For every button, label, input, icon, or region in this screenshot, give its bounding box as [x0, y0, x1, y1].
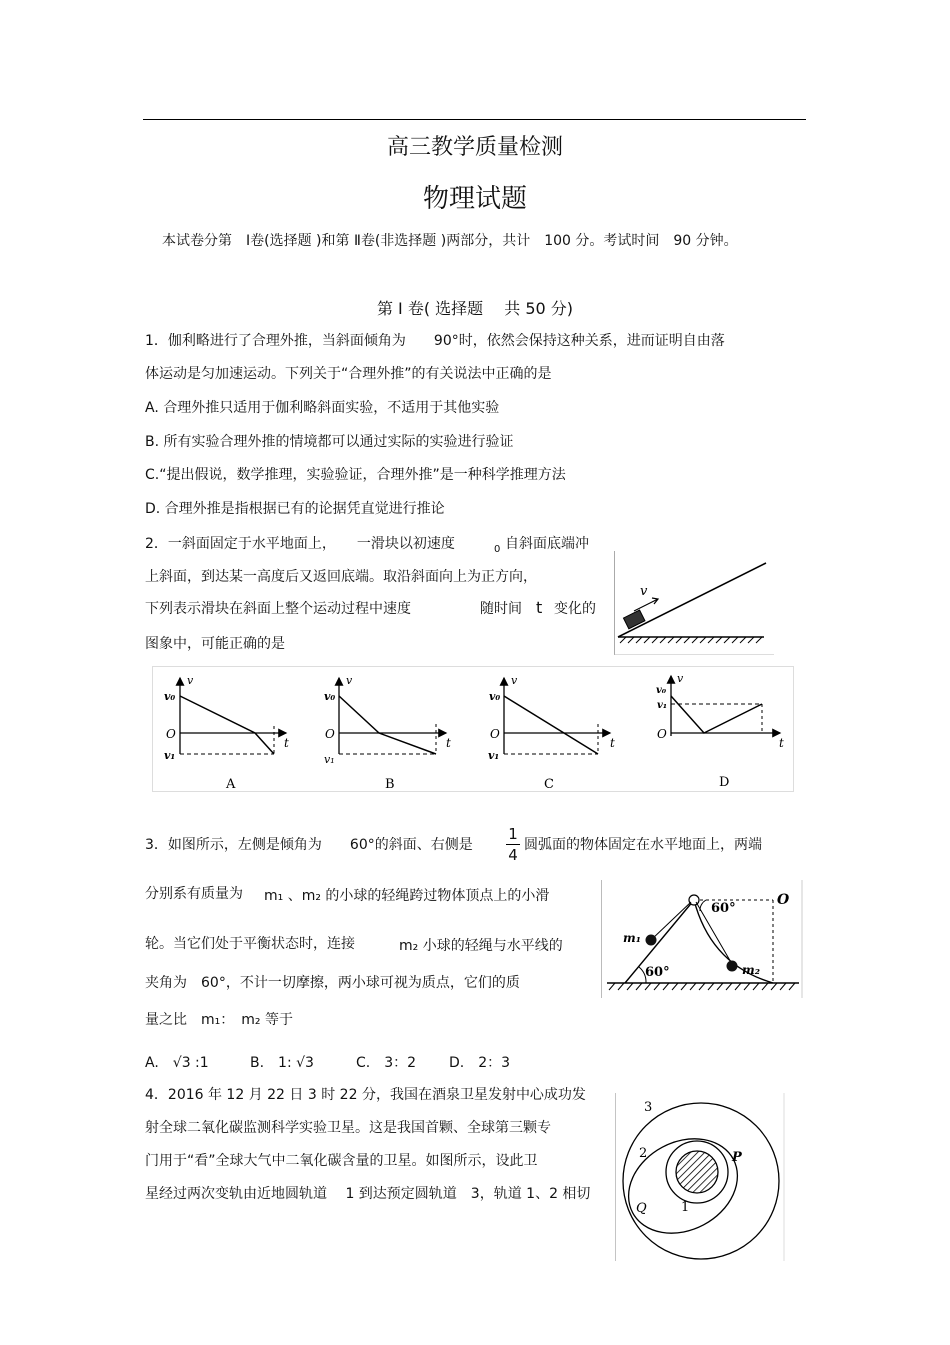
velocity-label: v — [640, 584, 648, 599]
graph-c — [488, 674, 615, 792]
exam-title: 高三教学质量检测 — [386, 135, 563, 160]
point-o-label: O — [777, 892, 790, 908]
q3-option-c: C. 3：2 — [356, 1055, 417, 1071]
q1-option-a: A. 合理外推只适用于伽利略斜面实验，不适用于其他实验 — [145, 400, 500, 416]
m2-label: m₂ — [742, 963, 760, 977]
q2-stem-line4: 图象中，可能正确的是 — [145, 636, 285, 652]
svg-text:v₀: v₀ — [656, 685, 667, 696]
m1-label: m₁ — [623, 931, 641, 945]
q3-option-a: A. √3 :1 — [145, 1055, 209, 1071]
svg-text:t: t — [779, 736, 784, 750]
header-rule — [143, 119, 806, 120]
vt-graphs — [152, 666, 794, 792]
q2-stem-line2: 上斜面，到达某一高度后又返回底端。取沿斜面向上为正方向， — [145, 569, 537, 585]
svg-text:t: t — [284, 736, 289, 750]
q3-stem-line4: 夹角为 60°，不计一切摩擦，两小球可视为质点，它们的质 — [145, 975, 520, 991]
q3-stem-line2a: 分别系有质量为 — [145, 886, 243, 902]
q2-stem-line3b: 随时间 — [480, 601, 522, 617]
svg-text:P: P — [732, 1150, 742, 1165]
svg-text:O: O — [490, 727, 500, 741]
q2-stem-line3d: 变化的 — [554, 601, 596, 617]
svg-text:O: O — [166, 727, 176, 741]
exam-intro: 本试卷分第 Ⅰ卷(选择题 )和第 Ⅱ卷(非选择题 )两部分，共计 100 分。考试时间 90 分钟。 — [162, 233, 738, 249]
section-heading: 第 Ⅰ 卷( 选择题 共 50 分) — [376, 299, 574, 318]
q1-stem-line1: 1．伽利略进行了合理外推，当斜面倾角为 90°时，依然会保持这种关系，进而证明自由落 — [145, 333, 725, 349]
pulley-figure — [601, 880, 803, 998]
svg-text:1: 1 — [681, 1200, 690, 1215]
svg-text:v₁: v₁ — [164, 749, 176, 762]
q3-option-d: D. 2：3 — [449, 1055, 511, 1071]
svg-text:C: C — [544, 777, 554, 792]
svg-text:t: t — [446, 736, 451, 750]
svg-text:D: D — [719, 775, 730, 790]
q3-stem-line5: 量之比 m₁： m₂ 等于 — [145, 1012, 293, 1028]
orbit-figure — [615, 1093, 785, 1261]
q1-option-b: B. 所有实验合理外推的情境都可以通过实际的实验进行验证 — [145, 434, 514, 450]
svg-text:2: 2 — [639, 1146, 648, 1161]
q3-stem-line1b: 圆弧面的物体固定在水平地面上，两端 — [524, 837, 762, 853]
q1-option-c: C.“提出假说，数学推理，实验验证，合理外推”是一种科学推理方法 — [145, 467, 566, 483]
q4-stem-line3: 门用于“看”全球大气中二氧化碳含量的卫星。如图所示，设此卫 — [145, 1153, 538, 1169]
svg-text:O: O — [325, 727, 335, 741]
angle-top-label: 60° — [711, 901, 736, 916]
svg-text:v: v — [346, 674, 353, 687]
svg-text:v: v — [187, 674, 194, 687]
graph-d — [656, 672, 784, 790]
q2-subscript: 0 — [494, 544, 501, 555]
svg-text:Q: Q — [636, 1201, 647, 1216]
svg-text:v₀: v₀ — [324, 690, 336, 703]
svg-text:v: v — [511, 674, 518, 687]
angle-bottom-label: 60° — [645, 965, 670, 980]
q1-option-d: D. 合理外推是指根据已有的论据凭直觉进行推论 — [145, 501, 445, 517]
svg-text:v₁: v₁ — [657, 700, 668, 711]
q3-stem-line3a: 轮。当它们处于平衡状态时，连接 — [145, 936, 355, 952]
ball-m1 — [646, 935, 657, 946]
q3-stem-line3b: m₂ 小球的轻绳与水平线的 — [399, 938, 563, 954]
svg-text:v₀: v₀ — [489, 690, 501, 703]
graph-a — [164, 674, 289, 792]
q4-stem-line2: 射全球二氧化碳监测科学实验卫星。这是我国首颗、全球第三颗专 — [145, 1120, 551, 1136]
q3-option-b: B. 1: √3 — [250, 1055, 314, 1071]
svg-text:v₁: v₁ — [324, 753, 335, 766]
q1-stem-line2: 体运动是匀加速运动。下列关于“合理外推”的有关说法中正确的是 — [145, 366, 552, 382]
svg-text:v₁: v₁ — [488, 749, 500, 762]
fraction-denominator: 4 — [508, 846, 518, 864]
subject-title: 物理试题 — [422, 184, 527, 214]
q4-stem-line4: 星经过两次变轨由近地圆轨道 1 到达预定圆轨道 3，轨道 1、2 相切 — [145, 1186, 591, 1202]
q4-stem-line1: 4．2016 年 12 月 22 日 3 时 22 分，我国在酒泉卫星发射中心成功发 — [145, 1087, 586, 1103]
svg-text:3: 3 — [644, 1100, 653, 1115]
svg-text:t: t — [610, 736, 615, 750]
q3-stem-line2b: m₁ 、m₂ 的小球的轻绳跨过物体顶点上的小滑 — [264, 888, 550, 904]
fraction-numerator: 1 — [508, 825, 518, 843]
q3-stem-line1a: 3．如图所示，左侧是倾角为 60°的斜面、右侧是 — [145, 837, 473, 853]
svg-text:A: A — [226, 777, 236, 792]
q2-stem-line3c: t — [536, 598, 543, 617]
incline-figure — [614, 551, 774, 655]
q2-stem-line1: 2．一斜面固定于水平地面上， 一滑块以初速度 — [145, 536, 455, 552]
svg-text:O: O — [657, 727, 667, 741]
ball-m2 — [727, 961, 738, 972]
q2-stem-line3a: 下列表示滑块在斜面上整个运动过程中速度 — [145, 601, 411, 617]
svg-text:B: B — [385, 777, 395, 792]
svg-text:v: v — [677, 672, 684, 685]
graph-b — [324, 674, 451, 792]
svg-text:v₀: v₀ — [164, 690, 176, 703]
quarter-fraction — [506, 826, 520, 863]
q2-stem-line1b: 自斜面底端冲 — [505, 536, 589, 552]
earth — [676, 1151, 718, 1193]
